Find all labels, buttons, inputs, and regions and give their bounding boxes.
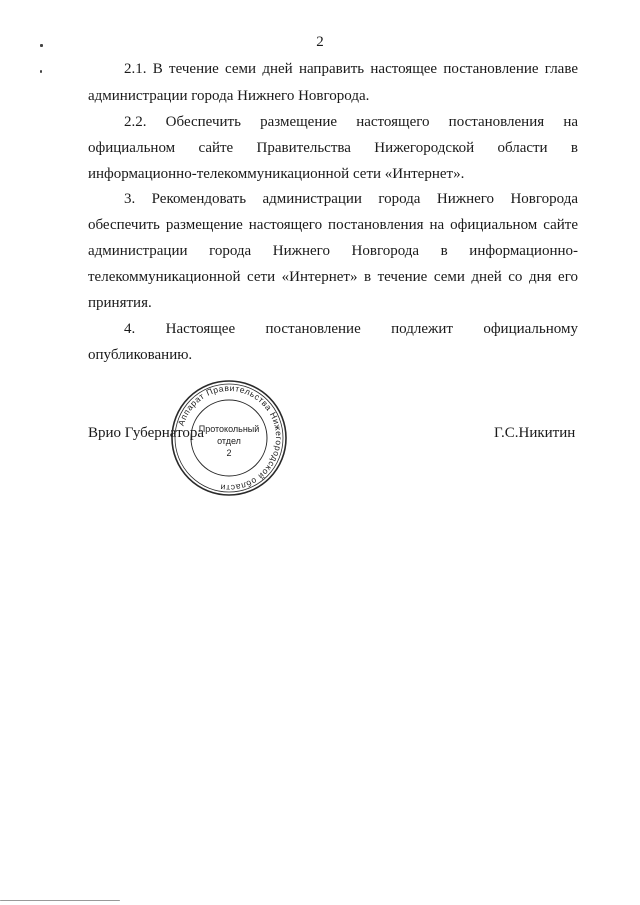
stamp-center-line: 2 [226,448,232,458]
paragraph-line: принятия. [88,295,152,311]
paragraph-line: опубликованию. [88,347,193,363]
stamp-center-line: Протокольный [198,424,260,434]
paragraph-line: администрации города Нижнего Новгорода в информационно- [88,243,578,259]
scan-speck [40,70,42,73]
paragraph-line: телекоммуникационной сети «Интернет» в течение семи дней со дня его [88,269,578,285]
paragraph-line: 4. Настоящее постановление подлежит официальному [124,321,578,337]
scan-speck [0,900,120,901]
paragraph-line: 3. Рекомендовать администрации города Нижнего Новгорода [124,191,578,207]
paragraph-line: администрации города Нижнего Новгорода. [88,88,370,104]
paragraph-line: официальном сайте Правительства Нижегородской области в [88,140,578,156]
signer-name: Г.С.Никитин [494,425,576,441]
paragraph-line: информационно-телекоммуникационной сети «Интернет». [88,166,465,182]
paragraph-line: 2.2. Обеспечить размещение настоящего постановления на [124,114,578,130]
page-number: 2 [316,34,324,50]
paragraph-line: обеспечить размещение настоящего постановления на официальном сайте [88,217,578,233]
official-stamp [164,378,294,498]
svg-text:Аппарат Правительства Нижегоро: Аппарат Правительства Нижегородской области [175,382,285,494]
signer-title: Врио Губернатора [88,425,205,441]
paragraph-line: 2.1. В течение семи дней направить настоящее постановление главе [124,61,578,77]
stamp-center-line: отдел [217,436,241,446]
